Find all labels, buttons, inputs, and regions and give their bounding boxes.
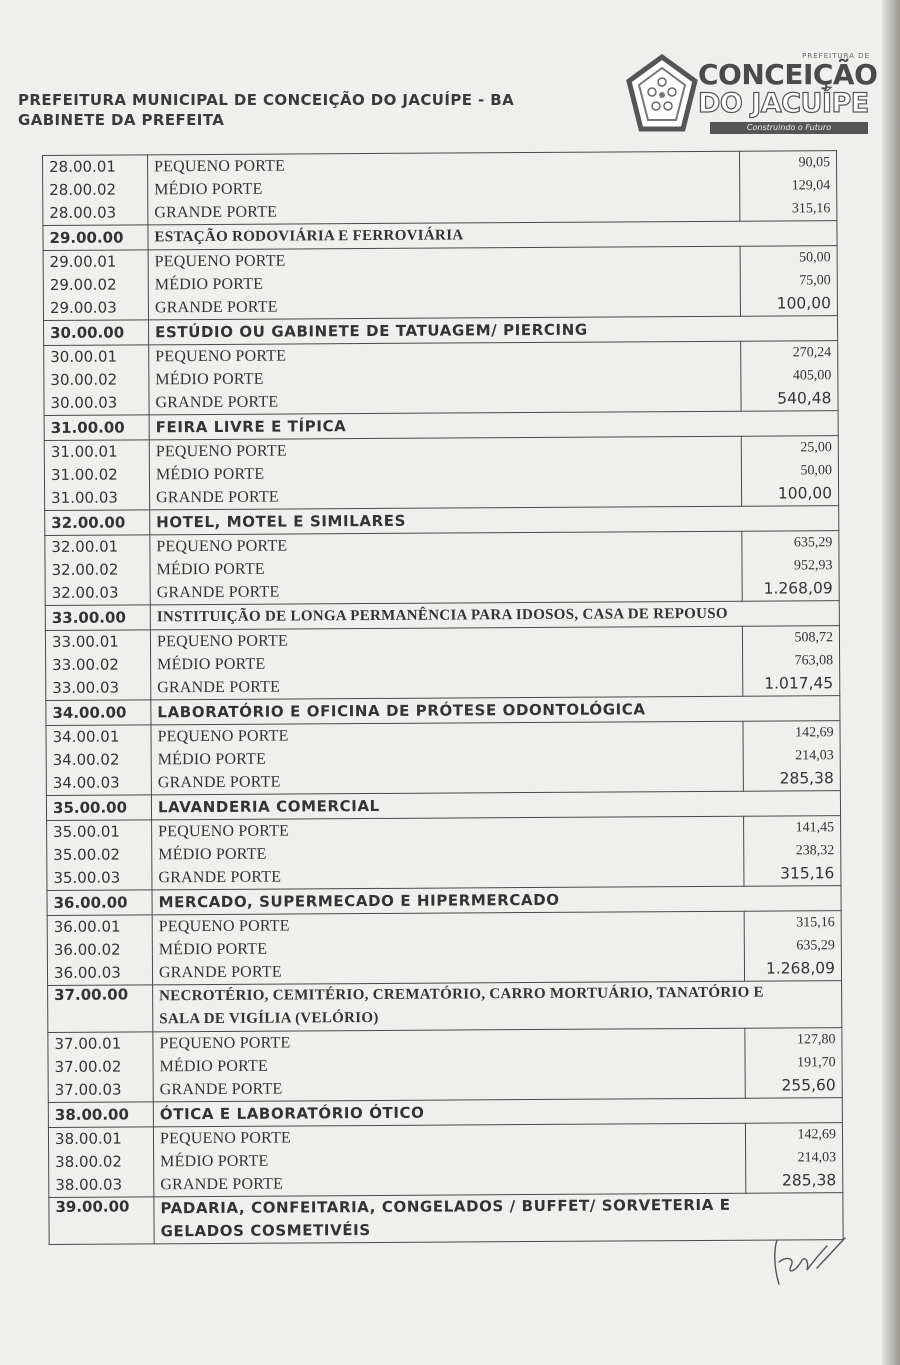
item-values-cell [741,436,838,507]
item-label: MÉDIO PORTE [157,655,266,674]
item-group-row [47,911,841,986]
item-codes-cell [47,915,152,986]
item-values-cell [744,911,841,982]
item-values-cell [745,1123,842,1194]
item-codes-cell [44,345,149,416]
item-value: 100,00 [776,294,831,313]
item-label: GRANDE PORTE [159,1080,283,1099]
item-labels-cell [149,436,741,510]
item-labels-cell [150,626,742,700]
item-code: 32.00.01 [51,537,119,556]
item-code: 35.00.01 [53,822,120,841]
section-title: LAVANDERIA COMERCIAL [157,796,380,816]
item-value: 50,00 [799,250,831,266]
item-value: 635,29 [793,535,833,551]
item-value: 214,03 [795,748,834,764]
item-label: PEQUENO PORTE [155,347,287,366]
item-code: 28.00.02 [49,180,117,199]
section-title-cell [154,1193,843,1244]
logo-small-text: PREFEITURA DE [802,52,870,60]
section-title: ÓTICA E LABORATÓRIO ÓTICO [159,1103,425,1123]
item-label: GRANDE PORTE [160,1175,284,1194]
item-codes-cell [43,250,148,321]
item-value: 238,32 [795,843,835,859]
item-value: 285,38 [779,769,834,788]
section-code: 34.00.00 [46,700,151,726]
item-value: 315,16 [791,201,831,217]
section-title-continued: GELADOS COSMETIVÉIS [160,1221,371,1241]
item-labels-cell [152,816,744,890]
item-group-row [48,1028,842,1103]
document-header [18,90,514,130]
item-label: GRANDE PORTE [157,678,281,697]
item-code: 35.00.03 [53,868,121,887]
item-code: 37.00.01 [54,1034,122,1053]
logo-line-2: DO JACUÍPE [698,88,869,119]
item-value: 285,38 [781,1171,837,1190]
item-code: 34.00.02 [52,750,120,769]
section-code: 31.00.00 [44,415,149,441]
item-label: MÉDIO PORTE [158,845,267,864]
item-values-cell [741,341,838,412]
section-title: LABORATÓRIO E OFICINA DE PRÓTESE ODONTOLÓGICA [157,699,646,721]
item-code: 32.00.03 [51,583,119,602]
item-label: MÉDIO PORTE [155,370,264,389]
item-label: GRANDE PORTE [154,203,278,222]
item-code: 31.00.02 [50,465,118,484]
item-label: GRANDE PORTE [158,963,282,982]
item-code: 33.00.01 [51,632,119,651]
item-value: 540,48 [777,389,832,408]
item-group-row [45,531,839,606]
item-labels-cell [149,341,741,415]
item-label: PEQUENO PORTE [156,537,288,556]
item-label: PEQUENO PORTE [157,727,289,746]
item-value: 129,04 [791,178,831,194]
section-title-cell [153,981,842,1032]
item-value: 142,69 [794,725,834,741]
item-label: MÉDIO PORTE [155,465,265,484]
item-code: 30.00.03 [50,393,118,412]
signature-scribble [765,1232,855,1292]
item-group-row [43,246,837,321]
section-title: PADARIA, CONFEITARIA, CONGELADOS / BUFFET/ SORVETERIA E [160,1195,731,1218]
page-edge-shadow [882,0,900,1365]
item-label: PEQUENO PORTE [159,1129,292,1148]
item-value: 255,60 [781,1076,836,1095]
item-labels-cell [151,721,743,795]
item-value: 1.017,45 [764,674,834,693]
item-group-row [46,721,840,796]
item-codes-cell [48,1032,153,1103]
item-code: 28.00.01 [49,157,116,176]
item-values-cell [744,816,841,887]
section-code: 37.00.00 [48,985,153,1033]
item-code: 37.00.02 [54,1057,122,1076]
item-label: MÉDIO PORTE [154,275,264,294]
item-value: 50,00 [800,463,832,479]
item-code: 38.00.01 [54,1129,122,1148]
item-values-cell [742,531,839,602]
item-label: MÉDIO PORTE [157,750,267,769]
item-group-row [45,626,839,701]
item-labels-cell [148,246,740,320]
item-label: PEQUENO PORTE [154,252,286,271]
item-code: 36.00.03 [53,963,121,982]
item-label: MÉDIO PORTE [154,180,263,199]
section-title: NECROTÉRIO, CEMITÉRIO, CREMATÓRIO, CARRO MORTUÁRIO, TANATÓRIO E [159,984,764,1005]
item-value: 1.268,09 [763,579,833,598]
item-value: 763,08 [794,653,834,669]
item-code: 30.00.02 [50,370,118,389]
item-code: 35.00.02 [53,845,121,864]
item-value: 405,00 [792,368,832,384]
item-label: PEQUENO PORTE [158,822,290,841]
section-code: 30.00.00 [44,320,149,346]
item-label: GRANDE PORTE [156,488,279,507]
section-title: ESTAÇÃO RODOVIÁRIA E FERROVIÁRIA [154,226,464,245]
item-group-row [44,341,838,416]
item-values-cell [742,626,839,697]
section-title: MERCADO, SUPERMECADO E HIPERMERCADO [158,890,560,911]
item-labels-cell [153,1028,745,1102]
item-labels-cell [153,1123,745,1197]
item-value: 952,93 [793,558,833,574]
item-codes-cell [47,820,152,891]
item-code: 33.00.02 [52,655,119,674]
item-code: 38.00.02 [55,1152,123,1171]
item-value: 100,00 [777,484,833,503]
item-code: 37.00.03 [54,1080,122,1099]
item-value: 508,72 [794,630,834,646]
item-label: GRANDE PORTE [157,773,281,792]
item-code: 31.00.01 [50,442,118,461]
item-label: PEQUENO PORTE [159,1034,291,1053]
item-group-row [48,1123,842,1198]
item-label: MÉDIO PORTE [158,940,268,959]
section-header-row [49,1193,843,1245]
item-codes-cell [44,440,149,511]
item-labels-cell [148,151,740,225]
section-code: 32.00.00 [45,510,150,536]
section-code: 29.00.00 [43,225,148,251]
item-code: 34.00.01 [52,727,120,746]
item-values-cell [745,1028,842,1099]
section-code: 35.00.00 [46,795,151,821]
item-group-row [47,816,841,891]
item-group-row [43,151,837,226]
section-code: 36.00.00 [47,890,152,916]
logo-tagline: Construindo o Futuro [710,122,868,134]
item-value: 141,45 [795,820,835,836]
item-code: 29.00.02 [49,275,117,294]
item-code: 30.00.01 [50,347,118,366]
item-label: PEQUENO PORTE [155,442,287,461]
item-codes-cell [45,630,150,701]
item-codes-cell [45,535,150,606]
section-code: 39.00.00 [49,1197,154,1245]
item-labels-cell [150,531,742,605]
section-code: 38.00.00 [48,1102,153,1128]
item-code: 34.00.03 [52,773,120,792]
item-value: 90,05 [798,155,831,171]
municipality-logo [626,52,876,138]
item-codes-cell [43,155,148,226]
item-value: 315,16 [780,864,835,883]
item-value: 214,03 [797,1150,837,1166]
item-code: 28.00.03 [49,203,117,222]
item-label: MÉDIO PORTE [160,1152,269,1171]
header-line-1: PREFEITURA MUNICIPAL DE CONCEIÇÃO DO JACUÍPE - BA [18,91,515,109]
item-label: GRANDE PORTE [155,393,279,412]
item-value: 127,80 [796,1032,836,1048]
pentagon-emblem-icon [626,54,698,134]
header-line-2: GABINETE DA PREFEITA [18,111,225,129]
item-codes-cell [46,725,151,796]
item-label: MÉDIO PORTE [156,560,265,579]
item-code: 29.00.01 [49,252,117,271]
item-label: MÉDIO PORTE [159,1057,268,1076]
section-title: ESTÚDIO OU GABINETE DE TATUAGEM/ PIERCING [155,320,588,341]
item-label: GRANDE PORTE [154,298,278,317]
item-value: 1.268,09 [765,959,836,978]
item-code: 38.00.03 [55,1175,123,1194]
item-code: 36.00.01 [53,917,121,936]
item-value: 75,00 [799,273,831,289]
item-value: 270,24 [792,345,832,361]
section-header-row [48,981,842,1033]
item-value: 635,29 [796,938,835,954]
item-code: 33.00.03 [52,678,120,697]
fee-table-container [42,150,844,1268]
item-values-cell [740,246,837,317]
section-title: HOTEL, MOTEL E SIMILARES [156,511,407,531]
item-value: 142,69 [797,1127,837,1143]
item-values-cell [743,721,840,792]
section-code: 33.00.00 [45,605,150,631]
section-title-continued: SALA DE VIGÍLIA (VELÓRIO) [159,1009,379,1028]
item-code: 31.00.03 [51,488,118,507]
item-value: 25,00 [800,440,832,456]
logo-line-1: CONCEIÇÃO [698,58,878,91]
item-label: PEQUENO PORTE [154,157,286,176]
item-labels-cell [152,911,744,985]
item-code: 32.00.02 [51,560,119,579]
section-title: INSTITUIÇÃO DE LONGA PERMANÊNCIA PARA IDOSOS, CASA DE REPOUSO [156,605,728,625]
item-label: GRANDE PORTE [156,583,280,602]
item-value: 315,16 [796,915,835,931]
item-label: GRANDE PORTE [158,868,282,887]
item-code: 36.00.02 [53,940,121,959]
item-label: PEQUENO PORTE [158,917,290,936]
item-codes-cell [48,1127,153,1198]
item-value: 191,70 [797,1055,836,1071]
item-group-row [44,436,838,511]
item-code: 29.00.03 [49,298,117,317]
item-values-cell [739,151,836,222]
section-title: FEIRA LIVRE E TÍPICA [155,416,347,436]
fee-table [42,150,844,1245]
item-label: PEQUENO PORTE [156,632,289,651]
